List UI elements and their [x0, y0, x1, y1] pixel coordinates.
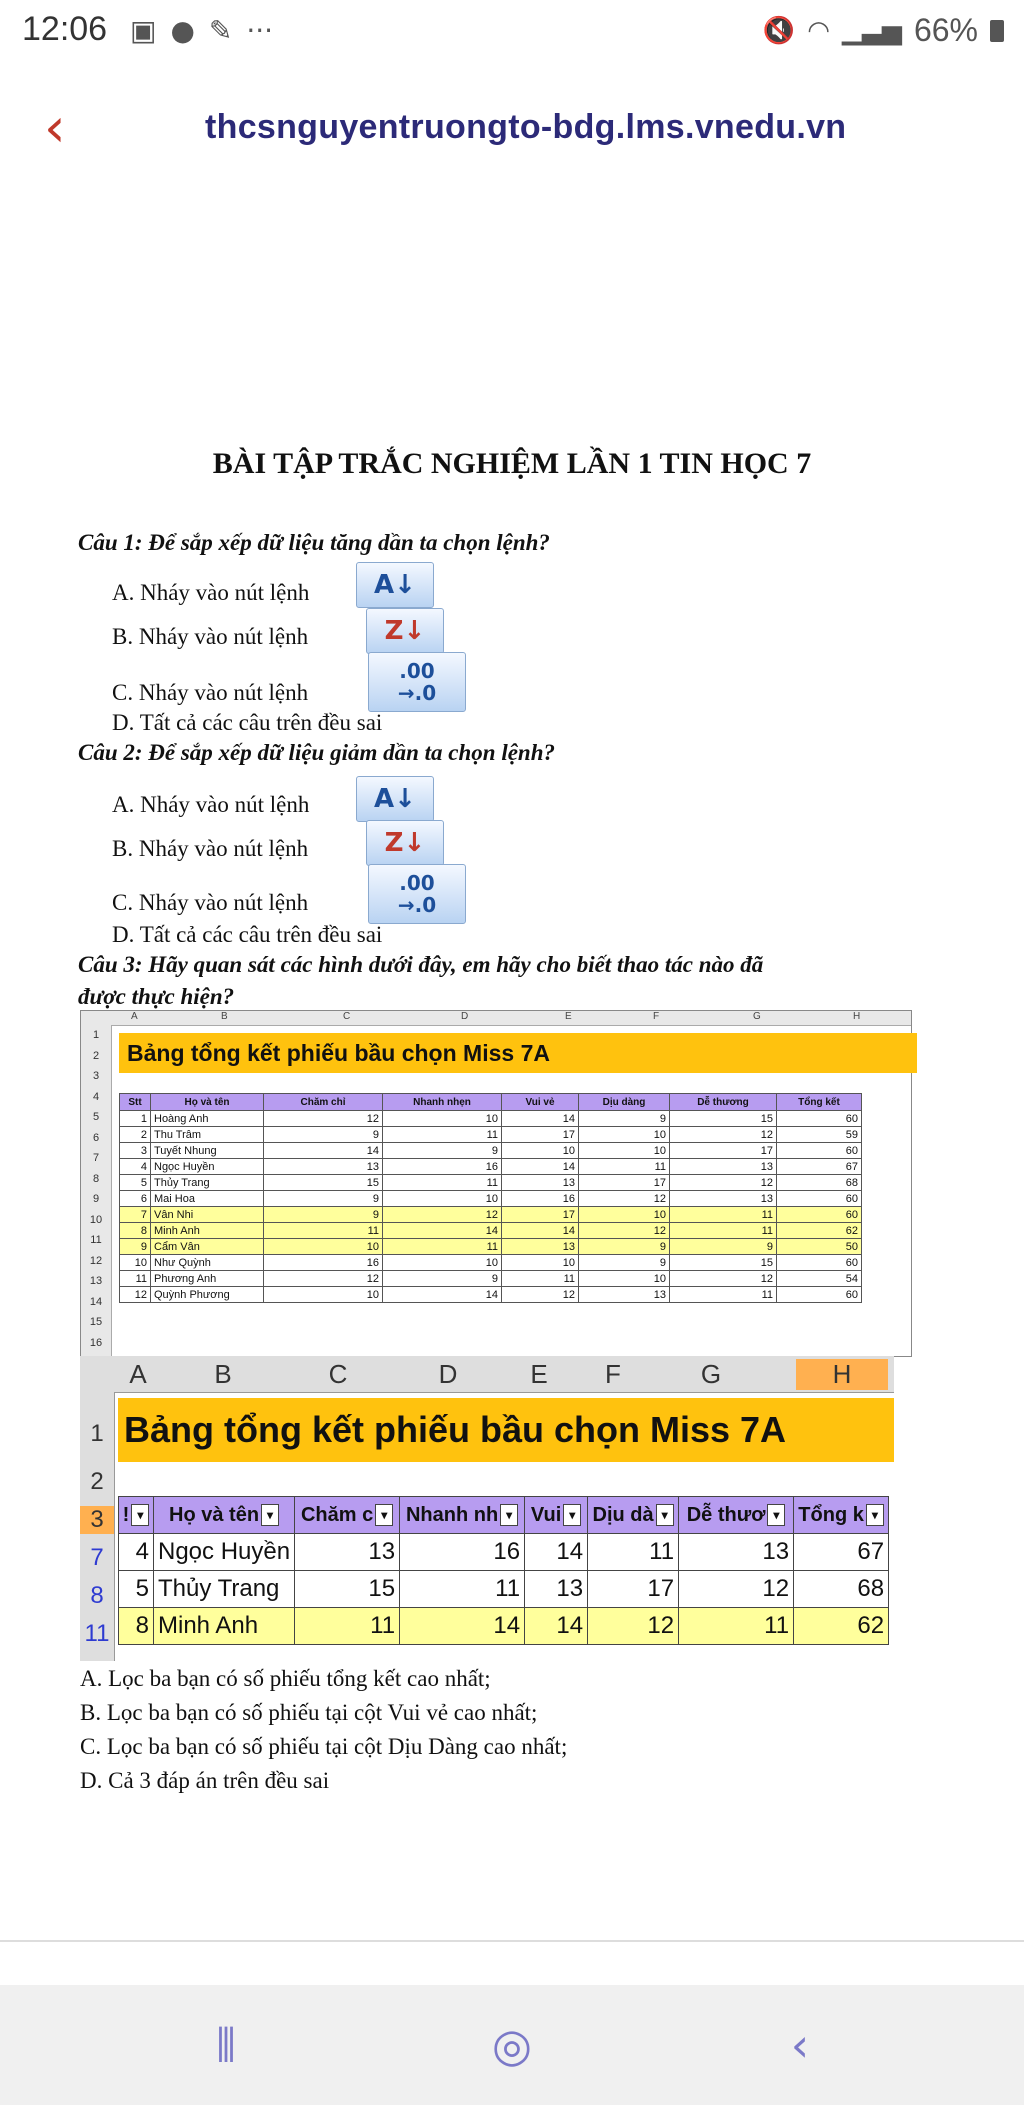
- q2-option-b: B. Nháy vào nút lệnh: [112, 836, 309, 861]
- row-number: 1: [90, 1420, 104, 1447]
- filter-dropdown-icon[interactable]: ▾: [563, 1504, 581, 1526]
- table-cell: 62: [777, 1223, 862, 1239]
- col-letter: B: [214, 1359, 232, 1389]
- col-letter: B: [221, 1011, 228, 1022]
- table-cell: 11: [588, 1534, 679, 1571]
- table-row: [120, 1223, 862, 1239]
- table-cell: 15: [295, 1571, 400, 1608]
- q2-option-a: A. Nháy vào nút lệnh: [112, 792, 310, 817]
- col-letter: D: [461, 1011, 469, 1022]
- table-cell: 13: [295, 1534, 400, 1571]
- table-cell: 4: [119, 1534, 154, 1571]
- table-cell: 68: [777, 1175, 862, 1191]
- column-headers: [80, 1356, 894, 1393]
- browser-toolbar: [0, 90, 1024, 170]
- table-cell: 14: [502, 1111, 579, 1127]
- table-cell: 11: [295, 1608, 400, 1645]
- table-cell: 4: [120, 1159, 151, 1175]
- filter-column-header[interactable]: [794, 1497, 889, 1534]
- table-cell: 16: [383, 1159, 502, 1175]
- table-cell: 12: [579, 1191, 670, 1207]
- recent-apps-icon[interactable]: ⦀: [215, 2018, 237, 2072]
- table-cell: 10: [502, 1143, 579, 1159]
- column-header: Tổng kết: [777, 1094, 862, 1111]
- table-cell: 10: [579, 1271, 670, 1287]
- status-bar: [0, 0, 1024, 62]
- column-header-label: Họ và tên: [169, 1503, 260, 1526]
- table-cell: 6: [120, 1191, 151, 1207]
- sheet-title: Bảng tổng kết phiếu bầu chọn Miss 7A: [119, 1033, 917, 1073]
- row-number: 3: [80, 1506, 114, 1534]
- row-number: 8: [92, 1172, 100, 1185]
- row-number: 9: [92, 1193, 100, 1205]
- table-cell: 11: [679, 1608, 794, 1645]
- table-cell: 8: [120, 1223, 151, 1239]
- spreadsheet-full-image: [80, 1010, 912, 1357]
- filter-dropdown-icon[interactable]: ▾: [500, 1504, 518, 1526]
- table-cell: 8: [119, 1608, 154, 1645]
- row-number: 2: [90, 1468, 104, 1495]
- row-number: 7: [92, 1152, 100, 1164]
- table-cell: 16: [502, 1191, 579, 1207]
- table-cell: 5: [120, 1175, 151, 1191]
- q3-option-d: D. Cả 3 đáp án trên đều sai: [80, 1768, 330, 1793]
- table-row: [120, 1111, 862, 1127]
- table-cell: Cẩm Vân: [151, 1239, 264, 1255]
- table-cell: 14: [502, 1159, 579, 1175]
- table-row: [119, 1608, 889, 1645]
- table-cell: 9: [579, 1111, 670, 1127]
- col-letter: F: [653, 1011, 660, 1022]
- navigation-bar: [0, 1985, 1024, 2105]
- decimal-top: .00: [399, 659, 435, 683]
- table-cell: 11: [120, 1271, 151, 1287]
- row-number: 7: [90, 1544, 104, 1571]
- table-cell: 11: [400, 1571, 525, 1608]
- table-cell: 59: [777, 1127, 862, 1143]
- col-letter: G: [700, 1359, 722, 1389]
- filter-dropdown-icon[interactable]: ▾: [261, 1504, 279, 1526]
- table-cell: 12: [120, 1287, 151, 1303]
- table-cell: Hoàng Anh: [151, 1111, 264, 1127]
- row-number: 13: [89, 1275, 103, 1287]
- table-cell: 14: [525, 1608, 588, 1645]
- table-cell: 60: [777, 1143, 862, 1159]
- row-number: 16: [89, 1336, 103, 1349]
- filter-column-header[interactable]: [588, 1497, 679, 1534]
- table-cell: 60: [777, 1287, 862, 1303]
- question-3-line-2: được thực hiện?: [78, 984, 235, 1009]
- table-cell: Minh Anh: [154, 1608, 295, 1645]
- column-header: Vui vẻ: [502, 1094, 579, 1111]
- table-row: [120, 1207, 862, 1223]
- filter-column-header[interactable]: [400, 1497, 525, 1534]
- home-icon[interactable]: ◎: [491, 2018, 533, 2072]
- col-letter: D: [438, 1359, 458, 1389]
- table-cell: 14: [383, 1287, 502, 1303]
- table-cell: 14: [264, 1143, 383, 1159]
- table-cell: 12: [383, 1207, 502, 1223]
- table-cell: 67: [777, 1159, 862, 1175]
- table-cell: 17: [588, 1571, 679, 1608]
- column-header-label: !: [122, 1503, 130, 1526]
- table-cell: 10: [579, 1207, 670, 1223]
- page-url: thcsnguyentruongto-bdg.lms.vnedu.vn: [205, 108, 847, 146]
- col-letter: H: [853, 1011, 861, 1022]
- image-icon: ▣: [130, 14, 157, 47]
- col-letter: E: [565, 1011, 572, 1022]
- status-left-icons: [130, 14, 273, 47]
- table-cell: 16: [400, 1534, 525, 1571]
- column-header: Chăm chỉ: [264, 1094, 383, 1111]
- col-letter: C: [328, 1359, 348, 1389]
- question-2: Câu 2: Để sắp xếp dữ liệu giảm dần ta chọn lệnh?: [78, 740, 556, 765]
- column-header-label: Vui: [530, 1503, 562, 1526]
- table-cell: 9: [120, 1239, 151, 1255]
- table-cell: 17: [670, 1143, 777, 1159]
- row-number: 12: [89, 1254, 103, 1267]
- column-header: Dịu dàng: [579, 1094, 670, 1111]
- table-cell: 15: [670, 1111, 777, 1127]
- col-letter: A: [131, 1011, 138, 1022]
- sort-ascending-icon: A↓: [356, 562, 434, 608]
- row-number: 14: [89, 1295, 103, 1308]
- table-cell: 50: [777, 1239, 862, 1255]
- table-cell: 11: [383, 1175, 502, 1191]
- table-row: [120, 1239, 862, 1255]
- row-number: 8: [90, 1582, 104, 1609]
- table-cell: Minh Anh: [151, 1223, 264, 1239]
- table-row: [120, 1255, 862, 1271]
- table-cell: 60: [777, 1207, 862, 1223]
- column-header: Nhanh nhẹn: [383, 1094, 502, 1111]
- filter-dropdown-icon[interactable]: ▾: [375, 1504, 393, 1526]
- table-row: [120, 1175, 862, 1191]
- filter-dropdown-icon[interactable]: ▾: [866, 1504, 884, 1526]
- table-cell: 13: [525, 1571, 588, 1608]
- filter-column-header[interactable]: [525, 1497, 588, 1534]
- sort-descending-icon: Z↓: [366, 608, 444, 654]
- table-cell: 14: [525, 1534, 588, 1571]
- col-letter: G: [753, 1011, 761, 1022]
- row-number: 11: [90, 1234, 102, 1246]
- table-cell: 54: [777, 1271, 862, 1287]
- back-arrow-icon[interactable]: ‹: [44, 96, 66, 159]
- table-cell: 11: [264, 1223, 383, 1239]
- q3-option-a: A. Lọc ba bạn có số phiếu tổng kết cao nhất;: [80, 1666, 491, 1691]
- table-cell: 12: [670, 1175, 777, 1191]
- status-time: 12:06: [22, 10, 108, 48]
- table-cell: 11: [383, 1239, 502, 1255]
- table-cell: 13: [679, 1534, 794, 1571]
- table-cell: 12: [588, 1608, 679, 1645]
- document-title: BÀI TẬP TRẮC NGHIỆM LẦN 1 TIN HỌC 7: [212, 447, 812, 480]
- table-cell: 2: [120, 1127, 151, 1143]
- column-headers: [81, 1011, 911, 1026]
- decrease-decimal-icon: [368, 652, 466, 712]
- battery-icon: [990, 20, 1004, 42]
- row-number: 5: [92, 1111, 100, 1123]
- divider: [0, 1940, 1024, 1942]
- wifi-icon: ◠: [807, 15, 830, 46]
- filter-column-header[interactable]: [679, 1497, 794, 1534]
- table-cell: 12: [264, 1271, 383, 1287]
- table-row: [120, 1271, 862, 1287]
- table-cell: 15: [264, 1175, 383, 1191]
- table-cell: 13: [670, 1159, 777, 1175]
- table-cell: 1: [120, 1111, 151, 1127]
- table-cell: 11: [502, 1271, 579, 1287]
- sheet-title: Bảng tổng kết phiếu bầu chọn Miss 7A: [118, 1398, 894, 1462]
- table-cell: 62: [794, 1608, 889, 1645]
- table-cell: 10: [502, 1255, 579, 1271]
- messenger-icon: ●: [170, 14, 195, 47]
- filter-dropdown-icon[interactable]: ▾: [767, 1504, 785, 1526]
- row-number: 11: [84, 1620, 110, 1647]
- table-row: [119, 1534, 889, 1571]
- table-row: [120, 1191, 862, 1207]
- table-cell: Ngọc Huyền: [154, 1534, 295, 1571]
- row-number: 6: [92, 1131, 100, 1144]
- question-3-line-1: Câu 3: Hãy quan sát các hình dưới đây, em hãy cho biết thao tác nào đã: [78, 952, 764, 977]
- table-cell: Thủy Trang: [151, 1175, 264, 1191]
- col-letter-selected: H: [796, 1359, 888, 1390]
- more-icon: ···: [246, 14, 274, 47]
- table-cell: 12: [502, 1287, 579, 1303]
- data-table: [119, 1093, 862, 1303]
- table-cell: 7: [120, 1207, 151, 1223]
- table-cell: 13: [502, 1239, 579, 1255]
- q1-option-a: A. Nháy vào nút lệnh: [112, 580, 310, 605]
- table-cell: Vân Nhi: [151, 1207, 264, 1223]
- row-number: 2: [92, 1049, 100, 1062]
- question-1: Câu 1: Để sắp xếp dữ liệu tăng dần ta chọn lệnh?: [78, 530, 550, 555]
- table-row: [119, 1571, 889, 1608]
- filter-dropdown-icon[interactable]: ▾: [131, 1504, 149, 1526]
- table-cell: 10: [264, 1287, 383, 1303]
- q3-option-b: B. Lọc ba bạn có số phiếu tại cột Vui vẻ cao nhất;: [80, 1700, 538, 1725]
- table-cell: Phương Anh: [151, 1271, 264, 1287]
- column-header: Họ và tên: [151, 1094, 264, 1111]
- table-cell: 12: [670, 1127, 777, 1143]
- table-cell: 10: [120, 1255, 151, 1271]
- table-cell: 10: [579, 1143, 670, 1159]
- table-cell: 17: [502, 1207, 579, 1223]
- table-cell: 10: [383, 1191, 502, 1207]
- table-cell: 17: [579, 1175, 670, 1191]
- decimal-top: .00: [399, 871, 435, 895]
- table-cell: 9: [383, 1143, 502, 1159]
- table-cell: 13: [670, 1191, 777, 1207]
- table-cell: 9: [579, 1255, 670, 1271]
- broom-icon: ✎: [208, 14, 233, 47]
- table-cell: 10: [383, 1111, 502, 1127]
- col-letter: A: [129, 1359, 147, 1389]
- table-cell: 11: [670, 1287, 777, 1303]
- column-header-label: Tổng k: [798, 1503, 864, 1526]
- table-cell: Mai Hoa: [151, 1191, 264, 1207]
- table-cell: Quỳnh Phương: [151, 1287, 264, 1303]
- q1-option-c: C. Nháy vào nút lệnh: [112, 680, 309, 705]
- table-cell: 11: [670, 1223, 777, 1239]
- table-cell: 10: [383, 1255, 502, 1271]
- filter-column-header[interactable]: [119, 1497, 154, 1534]
- decimal-bottom: →.0: [397, 893, 437, 917]
- table-cell: 16: [264, 1255, 383, 1271]
- table-cell: 9: [579, 1239, 670, 1255]
- q3-option-c: C. Lọc ba bạn có số phiếu tại cột Dịu Dàng cao nhất;: [80, 1734, 568, 1759]
- col-letter: C: [343, 1011, 351, 1022]
- filter-dropdown-icon[interactable]: ▾: [656, 1504, 674, 1526]
- table-cell: 12: [670, 1271, 777, 1287]
- table-cell: 11: [579, 1159, 670, 1175]
- signal-icon: ▁▃▅: [841, 15, 902, 46]
- table-cell: 60: [777, 1111, 862, 1127]
- status-right-icons: [763, 12, 1004, 49]
- row-number: 4: [92, 1090, 100, 1103]
- q2-option-c: C. Nháy vào nút lệnh: [112, 890, 309, 915]
- table-cell: 12: [679, 1571, 794, 1608]
- table-row: [120, 1287, 862, 1303]
- filtered-table: [118, 1496, 889, 1645]
- table-row: [120, 1143, 862, 1159]
- table-cell: Thu Trâm: [151, 1127, 264, 1143]
- table-cell: Ngọc Huyền: [151, 1159, 264, 1175]
- col-letter: E: [530, 1359, 548, 1389]
- decimal-bottom: →.0: [397, 681, 437, 705]
- spreadsheet-filtered-image: [80, 1356, 894, 1661]
- table-cell: 11: [670, 1207, 777, 1223]
- table-cell: 9: [264, 1127, 383, 1143]
- table-row: [120, 1127, 862, 1143]
- q1-option-d: D. Tất cả các câu trên đều sai: [112, 710, 383, 735]
- table-cell: 60: [777, 1255, 862, 1271]
- table-cell: 3: [120, 1143, 151, 1159]
- row-headers: [81, 1025, 112, 1356]
- filter-column-header[interactable]: [154, 1497, 295, 1534]
- filter-column-header[interactable]: [295, 1497, 400, 1534]
- back-icon[interactable]: ‹: [790, 2018, 810, 2072]
- table-cell: 17: [502, 1127, 579, 1143]
- sort-ascending-icon: A↓: [356, 776, 434, 822]
- table-cell: 10: [579, 1127, 670, 1143]
- row-number: 1: [92, 1029, 100, 1041]
- table-cell: 13: [579, 1287, 670, 1303]
- table-cell: 14: [502, 1223, 579, 1239]
- column-header: Dễ thương: [670, 1094, 777, 1111]
- row-number: 3: [92, 1070, 100, 1082]
- table-cell: 10: [264, 1239, 383, 1255]
- column-header-label: Chăm c: [300, 1503, 374, 1526]
- table-cell: 12: [264, 1111, 383, 1127]
- table-cell: 14: [383, 1223, 502, 1239]
- sort-descending-icon: Z↓: [366, 820, 444, 866]
- row-number: 15: [89, 1316, 103, 1328]
- table-cell: 9: [383, 1271, 502, 1287]
- q2-option-d: D. Tất cả các câu trên đều sai: [112, 922, 383, 947]
- column-header-label: Nhanh nh: [405, 1503, 499, 1526]
- table-cell: Như Quỳnh: [151, 1255, 264, 1271]
- table-cell: 14: [400, 1608, 525, 1645]
- table-cell: 9: [264, 1207, 383, 1223]
- column-header: Stt: [120, 1094, 151, 1111]
- table-cell: 5: [119, 1571, 154, 1608]
- col-letter: F: [605, 1359, 621, 1389]
- column-header-label: Dịu dà: [592, 1503, 654, 1526]
- battery-level: 66%: [913, 12, 978, 48]
- row-headers: [80, 1392, 115, 1661]
- table-cell: 9: [670, 1239, 777, 1255]
- decrease-decimal-icon: [368, 864, 466, 924]
- table-cell: 11: [383, 1127, 502, 1143]
- table-cell: 68: [794, 1571, 889, 1608]
- column-header-label: Dễ thươ: [686, 1503, 766, 1526]
- table-cell: 13: [502, 1175, 579, 1191]
- table-cell: 12: [579, 1223, 670, 1239]
- table-cell: 15: [670, 1255, 777, 1271]
- table-cell: 13: [264, 1159, 383, 1175]
- table-row: [120, 1159, 862, 1175]
- row-number: 10: [89, 1213, 103, 1226]
- table-cell: 9: [264, 1191, 383, 1207]
- table-cell: Thủy Trang: [154, 1571, 295, 1608]
- table-cell: 67: [794, 1534, 889, 1571]
- table-cell: Tuyết Nhung: [151, 1143, 264, 1159]
- q1-option-b: B. Nháy vào nút lệnh: [112, 624, 309, 649]
- mute-icon: 🔇: [762, 15, 796, 46]
- table-cell: 60: [777, 1191, 862, 1207]
